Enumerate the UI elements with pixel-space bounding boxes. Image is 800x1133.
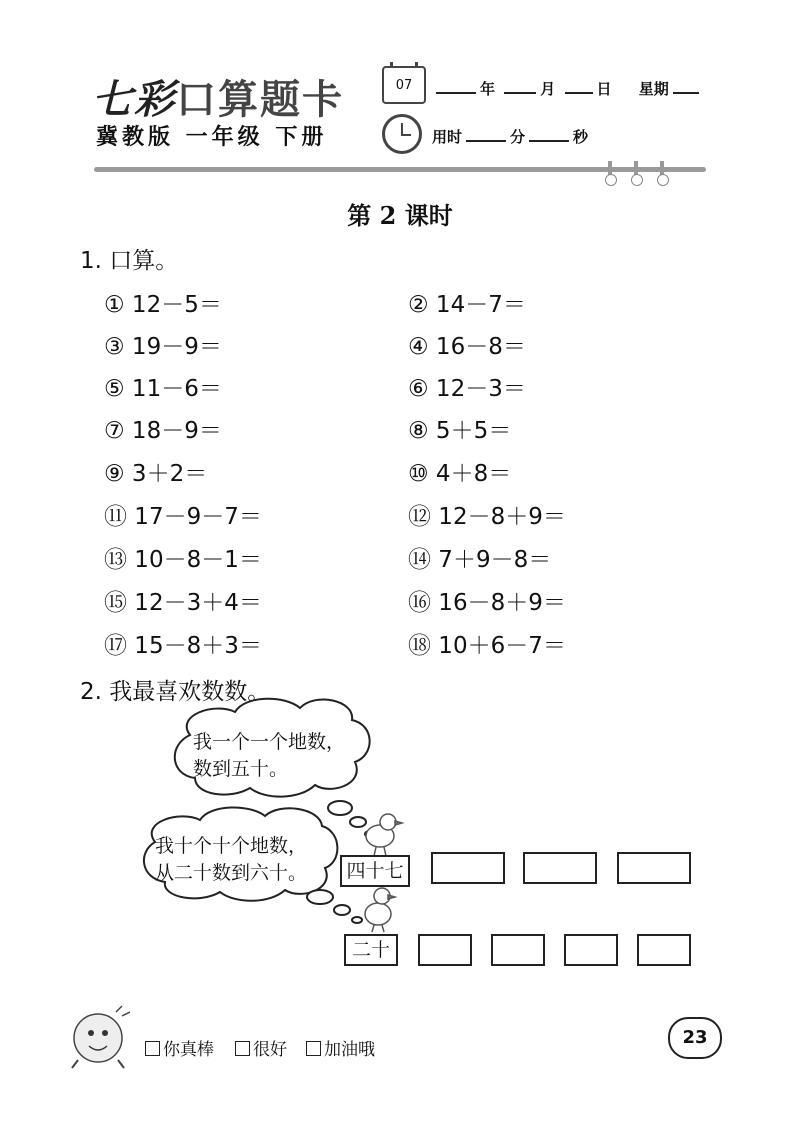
rating-label-great: 你真棒 bbox=[163, 1040, 214, 1060]
row1-answer-box[interactable] bbox=[431, 852, 505, 884]
mascot-icon bbox=[64, 1002, 144, 1072]
thought-trail-dot bbox=[350, 817, 366, 827]
problem-15: ⑮ 12－3＋4＝ bbox=[104, 590, 262, 616]
problem-11: ⑪ 17－9－7＝ bbox=[104, 504, 262, 530]
problem-17: ⑰ 15－8＋3＝ bbox=[104, 633, 262, 659]
thought-trail-dot bbox=[352, 917, 362, 923]
problem-7: ⑦ 18－9＝ bbox=[104, 418, 222, 444]
year-label: 年 bbox=[480, 80, 496, 98]
minutes-label: 分 bbox=[510, 128, 526, 146]
lesson-title: 第 2 课时 bbox=[347, 201, 453, 230]
weekday-label: 星期 bbox=[638, 80, 669, 98]
problem-10: ⑩ 4＋8＝ bbox=[408, 461, 512, 487]
bubble1-text bbox=[193, 729, 345, 783]
brand-stylized-text: 七彩 bbox=[92, 76, 176, 123]
problem-4: ④ 16－8＝ bbox=[408, 334, 526, 360]
edition-subtitle: 冀教版 一年级 下册 bbox=[96, 125, 328, 150]
month-label: 月 bbox=[540, 80, 556, 98]
rating-option-good[interactable] bbox=[235, 1035, 287, 1060]
question2-title: 2. 我最喜欢数数。 bbox=[80, 679, 271, 705]
thought-trail-dot bbox=[328, 801, 352, 815]
rating-label-keep-going: 加油哦 bbox=[324, 1040, 375, 1060]
row2-answer-box[interactable] bbox=[418, 934, 472, 966]
checkbox-icon[interactable] bbox=[306, 1041, 321, 1056]
checkbox-icon[interactable] bbox=[235, 1041, 250, 1056]
time-used-label: 用时 bbox=[432, 128, 463, 146]
row1-start-box: 四十七 bbox=[340, 855, 410, 887]
thought-trail-dot bbox=[307, 890, 333, 904]
brand-title: 口算题卡 bbox=[176, 76, 344, 123]
row2-answer-box[interactable] bbox=[637, 934, 691, 966]
problem-12: ⑫ 12－8＋9＝ bbox=[408, 504, 566, 530]
row2-answer-box[interactable] bbox=[564, 934, 618, 966]
row2-start-box: 二十 bbox=[344, 934, 398, 966]
bubble2-line1: 我十个十个地数， bbox=[155, 835, 308, 857]
seconds-label: 秒 bbox=[573, 128, 589, 146]
chick-icon bbox=[366, 814, 402, 856]
row1-answer-box[interactable] bbox=[617, 852, 691, 884]
question1-title: 1. 口算。 bbox=[80, 248, 179, 274]
checkbox-icon[interactable] bbox=[145, 1041, 160, 1056]
problem-14: ⑭ 7＋9－8＝ bbox=[408, 547, 552, 573]
problem-5: ⑤ 11－6＝ bbox=[104, 376, 222, 402]
chick-icon bbox=[365, 888, 395, 932]
bubble1-line1: 我一个一个地数， bbox=[193, 731, 346, 753]
row2-answer-box[interactable] bbox=[491, 934, 545, 966]
problem-9: ⑨ 3＋2＝ bbox=[104, 461, 208, 487]
rating-option-keep-going[interactable] bbox=[306, 1035, 375, 1060]
problem-13: ⑬ 10－8－1＝ bbox=[104, 547, 262, 573]
day-label: 日 bbox=[596, 80, 612, 98]
calendar-day: 07 bbox=[395, 78, 413, 93]
problem-1: ① 12－5＝ bbox=[104, 292, 222, 318]
problem-8: ⑧ 5＋5＝ bbox=[408, 418, 512, 444]
rating-option-great[interactable] bbox=[145, 1035, 214, 1060]
problem-18: ⑱ 10＋6－7＝ bbox=[408, 633, 566, 659]
rating-label-good: 很好 bbox=[253, 1040, 287, 1060]
thought-trail-dot bbox=[334, 905, 350, 915]
row1-answer-box[interactable] bbox=[523, 852, 597, 884]
problem-2: ② 14－7＝ bbox=[408, 292, 526, 318]
bubble1-line2: 数到五十。 bbox=[193, 758, 289, 780]
bubble2-line2: 从二十数到六十。 bbox=[155, 862, 308, 884]
page-number: 23 bbox=[668, 1017, 722, 1059]
bubble2-text bbox=[155, 833, 307, 887]
problem-3: ③ 19－9＝ bbox=[104, 334, 222, 360]
problem-6: ⑥ 12－3＝ bbox=[408, 376, 526, 402]
problem-16: ⑯ 16－8＋9＝ bbox=[408, 590, 566, 616]
